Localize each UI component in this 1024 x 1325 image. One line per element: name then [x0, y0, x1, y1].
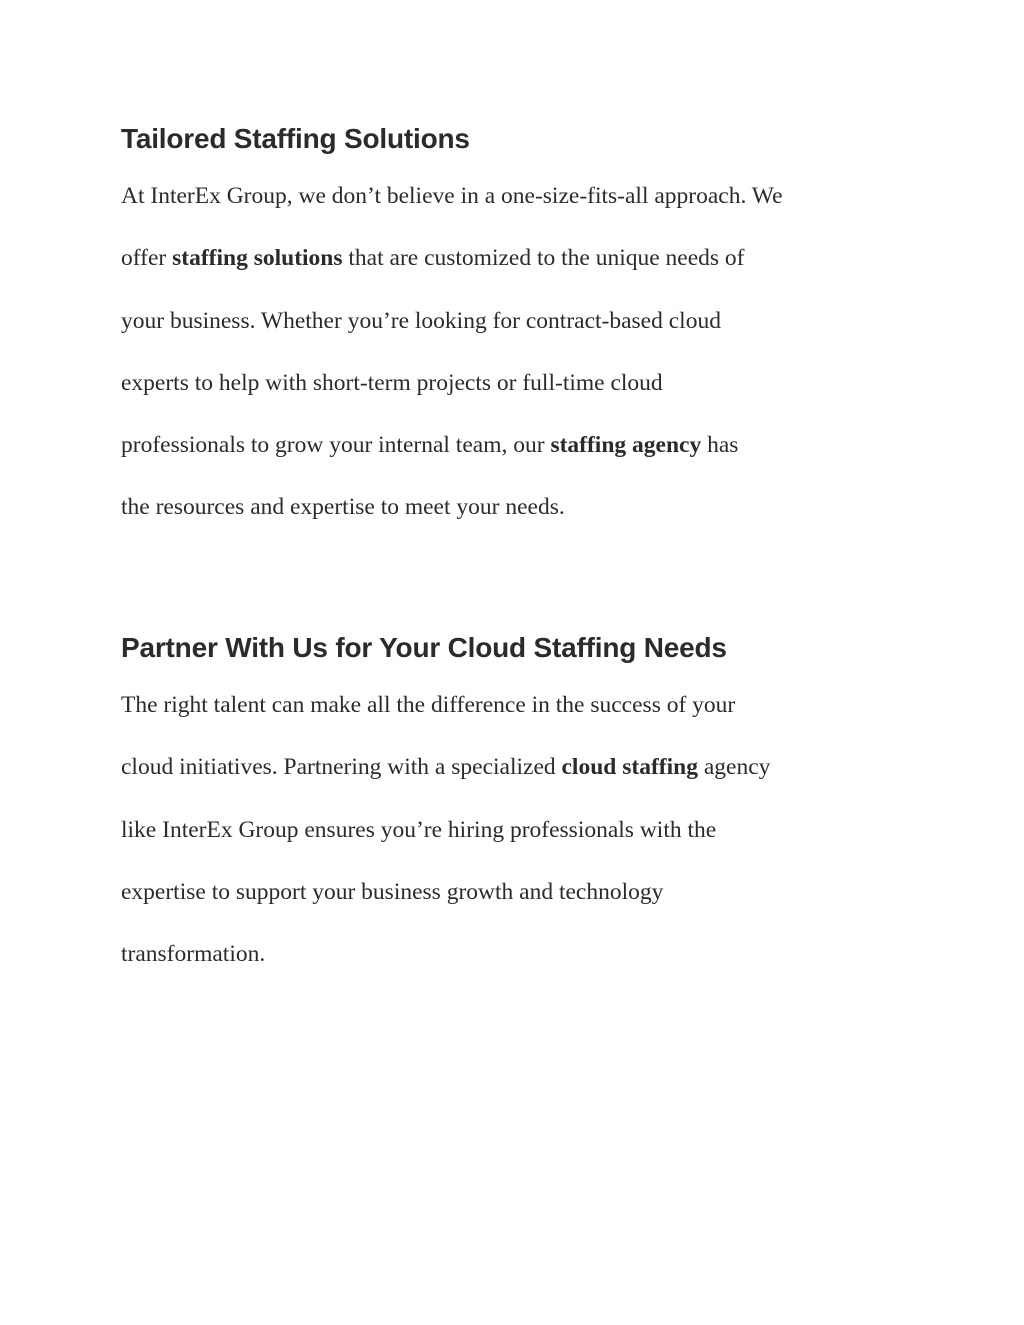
bold-keyword: staffing agency [550, 432, 702, 459]
paragraph-line [121, 753, 770, 815]
text-run: offer [121, 245, 173, 272]
paragraph-line [121, 493, 783, 555]
text-run: that are customized to the unique needs of [342, 245, 745, 272]
text-run: professionals to grow your internal team, our [121, 432, 551, 459]
text-run: like InterEx Group ensures you’re hiring professionals with the [121, 816, 717, 843]
paragraph-line [121, 307, 783, 369]
text-run: transformation. [121, 941, 266, 968]
paragraph-line [121, 878, 770, 940]
text-run: experts to help with short-term projects or full-time cloud [121, 369, 663, 396]
section-paragraph [121, 691, 770, 1002]
text-run: has [701, 432, 739, 459]
paragraph-line [121, 182, 783, 244]
paragraph-line [121, 431, 783, 493]
text-run: At InterEx Group, we don’t believe in a one-size-fits-all approach. We [121, 183, 783, 209]
section-paragraph [121, 182, 783, 556]
paragraph-line [121, 816, 770, 878]
bold-keyword: staffing solutions [172, 245, 343, 272]
text-run: your business. Whether you’re looking for contract-based cloud [121, 307, 721, 334]
section-heading: Partner With Us for Your Cloud Staffing Needs [121, 632, 727, 663]
text-run: the resources and expertise to meet your needs. [121, 494, 565, 521]
text-run: expertise to support your business growth and technology [121, 878, 664, 905]
paragraph-line [121, 244, 783, 306]
section-heading: Tailored Staffing Solutions [121, 123, 470, 154]
paragraph-line [121, 940, 770, 1002]
text-run: agency [697, 754, 771, 781]
paragraph-line [121, 369, 783, 431]
paragraph-line [121, 691, 770, 753]
text-run: cloud initiatives. Partnering with a specialized [121, 754, 562, 781]
bold-keyword: cloud staffing [561, 754, 698, 781]
text-run: The right talent can make all the difference in the success of your [121, 692, 736, 718]
